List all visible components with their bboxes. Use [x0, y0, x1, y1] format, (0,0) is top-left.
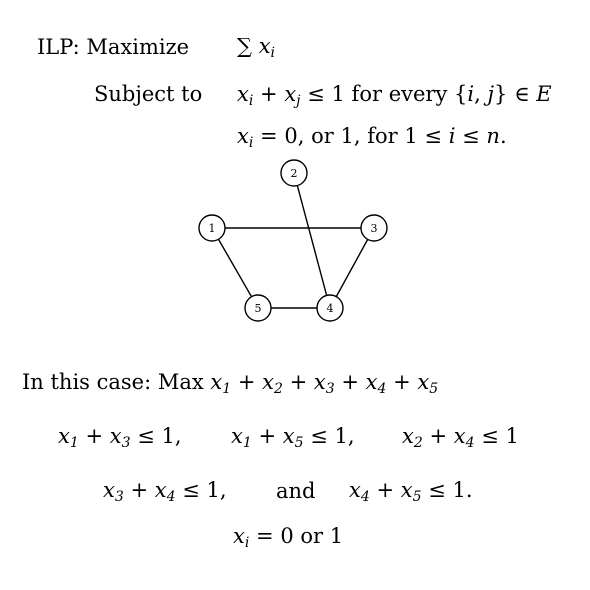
node-3	[361, 215, 387, 241]
ilp-variable-domain: $x_i = 0$, or 1, for 1 ≤ i ≤ n.	[237, 124, 507, 151]
node-label: 1	[208, 222, 216, 235]
instance-variable-domain: $x_i = 0$ or 1	[233, 524, 344, 551]
node-5	[245, 295, 271, 321]
instance-intro-text: In this case: Max	[22, 370, 204, 394]
and-word: and	[276, 479, 316, 503]
graph-nodes	[199, 160, 387, 321]
node-label: 2	[290, 167, 298, 180]
edge-1-5	[212, 228, 258, 308]
ilp-objective: ∑ $x_i$	[237, 34, 276, 61]
node-1	[199, 215, 225, 241]
ilp-edge-constraint: $x_i + x_j \le 1$ for every {i, j} ∈ E	[237, 82, 552, 109]
node-label: 3	[370, 222, 378, 235]
node-label: 4	[326, 302, 334, 315]
edge-2-4	[294, 173, 330, 308]
constraint-1-5: $x_1 + x_5 \le 1$,	[231, 424, 355, 451]
graph-edges	[212, 173, 374, 308]
constraint-1-3: $x_1 + x_3 \le 1$,	[58, 424, 182, 451]
instance-intro	[22, 370, 439, 397]
constraint-2-4: $x_2 + x_4 \le 1$	[402, 424, 519, 451]
node-label: 5	[254, 302, 262, 315]
ilp-label: ILP: Maximize	[37, 35, 190, 59]
constraint-4-5: $x_4 + x_5 \le 1$.	[349, 478, 473, 505]
instance-objective: $x_1 + x_2 + x_3 + x_4 + x_5$	[210, 370, 439, 397]
node-2	[281, 160, 307, 186]
node-4	[317, 295, 343, 321]
constraint-3-4: $x_3 + x_4 \le 1$,	[103, 478, 227, 505]
subject-to-label: Subject to	[94, 82, 203, 106]
